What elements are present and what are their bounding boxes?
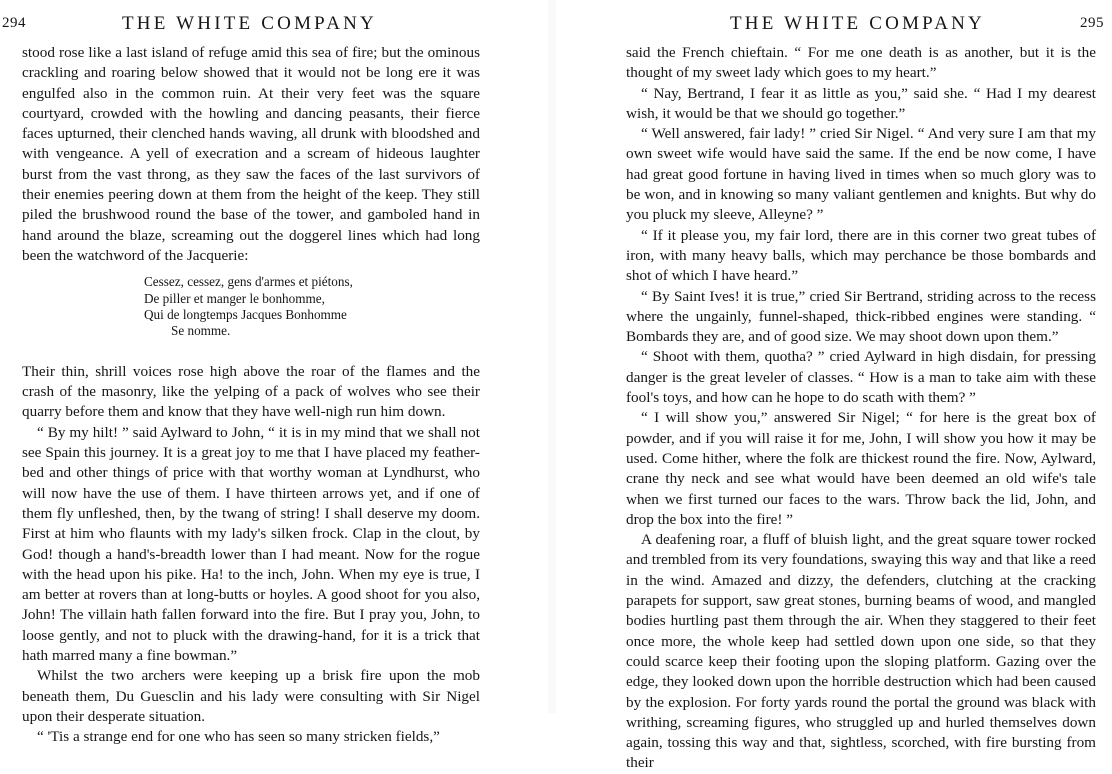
right-paragraph-3: “ Well answered, fair lady! ” cried Sir Nigel. “ And very sure I am that my own sweet wife would have said the same. If the end be now come, I have had great good fortune in having lived in times when so much glory was to be won, and in knowing so many valiant gentlemen and knights. But why do you pluck my sleeve, Alleyne? ” [626, 125, 1096, 224]
verse-line-4: Se nomme. [171, 323, 231, 339]
right-page-text [626, 43, 1096, 774]
left-paragraph-5: “ 'Tis a strange end for one who has seen so many stricken fields,” [37, 728, 440, 746]
left-page-text [22, 43, 480, 748]
left-paragraph-1: stood rose like a last island of refuge amid this sea of fire; but the ominous crackling and roaring below showed that it would not be long ere it was engulfed also in the common ruin. At their very feet was the square courtyard, crowded with the howling and dancing peasants, their fierce faces upturned, their clenched hands waving, all drunk with bloodshed and with vengeance. A yell of execration and a scream of hideous laughter burst from the vast throng, as they saw the faces of the last survivors of their enemies peering down at them from the height of the keep. They still piled the brushwood round the base of the tower, and gamboled hand in hand around the blaze, screaming out the doggerel lines which had long been the watchword of the Jacquerie: [22, 44, 480, 264]
right-paragraph-4: “ If it please you, my fair lord, there are in this corner two great tubes of iron, with many heavy balls, which may perchance be those bombards and shot of which I have heard.” [626, 226, 1096, 285]
left-paragraph-2: Their thin, shrill voices rose high above the roar of the flames and the crash of the masonry, like the yelping of a pack of wolves who see their quarry before them and know that they have well-nigh run him down. [22, 362, 480, 421]
right-page-number: 295 [1080, 15, 1104, 31]
verse-line-2: De piller et manger le bonhomme, [144, 290, 325, 306]
right-paragraph-6: “ Shoot with them, quotha? ” cried Aylward in high disdain, for pressing danger is the great leveler of classes. “ How is a man to take aim with these fool's toys, and how can he hope to do scath with them? ” [626, 348, 1096, 407]
left-page-header [0, 0, 548, 34]
left-page [0, 0, 548, 746]
jacquerie-verse [144, 274, 480, 340]
right-page [556, 0, 1112, 772]
left-page-number: 294 [2, 15, 26, 31]
right-paragraph-2: “ Nay, Bertrand, I fear it as little as you,” said she. “ Had I my dearest wish, it would be that we should go together.” [626, 84, 1096, 122]
left-paragraph-4: Whilst the two archers were keeping up a brisk fire upon the mob beneath them, Du Guesclin and his lady were consulting with Sir Nigel upon their desperate situation. [22, 667, 480, 725]
left-running-head: THE WHITE COMPANY [122, 13, 377, 34]
right-paragraph-7: “ I will show you,” answered Sir Nigel; “ for here is the great box of powder, and if you will raise it for me, John, I will show you how it may be used. Come hither, where the folk are thickest round the fire. Now, Aylward, crane thy neck and see what would have been deemed an old wife's tale when we first turned our faces to the wars. Throw back the lid, John, and drop the box into the fire! ” [626, 409, 1096, 528]
verse-line-3: Qui de longtemps Jacques Bonhomme [144, 307, 347, 323]
right-page-header [556, 0, 1112, 34]
right-running-head: THE WHITE COMPANY [730, 13, 985, 34]
verse-line-1: Cessez, cessez, gens d'armes et piétons, [144, 274, 353, 290]
right-paragraph-5: “ By Saint Ives! it is true,” cried Sir Bertrand, striding across to the recess where the ungainly, funnel-shaped, thick-ribbed engines were standing. “ Bombards they are, and of good size. We may shoot down upon them.” [626, 287, 1096, 346]
right-paragraph-8: A deafening roar, a fluff of bluish light, and the great square tower rocked and trembled from its very foundations, swaying this way and that like a reed in the wind. Amazed and dizzy, the defenders, clutching at the cracking parapets for support, saw great stones, burning beams of wood, and mangled bodies hurtling past them through the air. When they staggered to their feet once more, the whole keep had settled down upon one side, so that they could scarce keep their footing upon the sloping platform. Gazing over the edge, they looked down upon the horrible destruction which had been caused by the explosion. For forty yards round the portal the ground was black with writhing, screaming figures, who struggled up and hurled themselves down again, tossing this way and that, sightless, scorched, with fire bursting from their [626, 531, 1096, 772]
book-gutter [548, 0, 556, 713]
right-paragraph-1: said the French chieftain. “ For me one death is as another, but it is the thought of my sweet lady which goes to my heart.” [626, 44, 1096, 82]
left-paragraph-3: “ By my hilt! ” said Aylward to John, “ it is in my mind that we shall not see Spain this journey. It is a great joy to me that I have placed my feather-bed and other things of price with that worthy woman at Lyndhurst, who will now have the use of them. I have thirteen arrows yet, and if one of them fly unfleshed, then, by the twang of string! I shall deserve my doom. First at him who flaunts with my lady's silken frock. Clap in the clout, by God! though a hand's-breadth lower than I had meant. Now for the rogue with the head upon his pike. Ha! to the inch, John. When my eye is true, I am better at rovers than at long-butts or hoyles. A good shoot for you also, John! The villain hath fallen forward into the fire. But I pray you, John, to loose gently, and not to pluck with the drawing-hand, for it is a trick that hath marred many a fine bowman.” [22, 423, 480, 665]
